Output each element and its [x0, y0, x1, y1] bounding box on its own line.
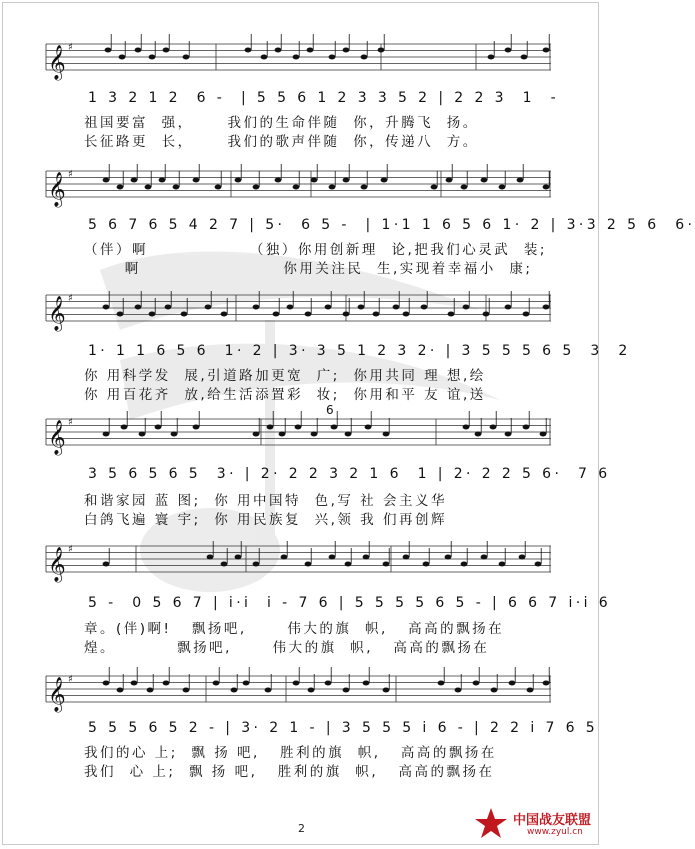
note-head: [535, 562, 542, 567]
note-head: [147, 688, 154, 693]
note-head: [365, 425, 372, 430]
note-head: [279, 432, 286, 437]
lyric-line-3-verse-2: 你 用百花齐 放,给生活添置彩 妆; 你用和平 友 谊,送: [84, 387, 486, 403]
sharp-key-signature-icon: ♯: [68, 42, 73, 53]
treble-clef-icon: 𝄞: [48, 45, 66, 80]
note-head: [403, 312, 410, 317]
note-head: [181, 312, 188, 317]
note-head: [403, 555, 410, 560]
note-head: [293, 681, 300, 686]
lyric-line-1-verse-2: 长征路更 长， 我们的歌声伴随 你，传递八 方。: [84, 134, 479, 150]
note-head: [499, 562, 506, 567]
note-head: [293, 55, 300, 60]
site-url: www.zyul.cn: [527, 827, 583, 837]
note-head: [183, 688, 190, 693]
note-head: [287, 305, 294, 310]
note-head: [461, 562, 468, 567]
lyric-line-6-verse-1: 我们的心 上; 飘 扬 吧, 胜利的旗 帜, 高高的飘扬在: [84, 745, 497, 761]
note-head: [103, 305, 110, 310]
note-head: [231, 688, 238, 693]
note-head: [421, 305, 428, 310]
note-head: [205, 305, 212, 310]
note-head: [363, 681, 370, 686]
note-head: [523, 425, 530, 430]
lyric-line-4-verse-2: 白鸽飞遍 寰 宇; 你 用民族复 兴,领 我 们再创辉: [84, 512, 447, 528]
note-head: [221, 312, 228, 317]
lyric-line-2-verse-2: 啊 你用关注民 生,实现着幸福小 康;: [84, 261, 533, 277]
treble-clef-icon: 𝄞: [48, 420, 66, 455]
note-head: [295, 425, 302, 430]
note-head: [383, 432, 390, 437]
note-head: [483, 312, 490, 317]
note-head: [361, 55, 368, 60]
note-head: [261, 55, 268, 60]
star-logo-icon: [473, 806, 509, 842]
note-head: [343, 312, 350, 317]
note-head: [131, 681, 138, 686]
note-head: [358, 305, 365, 310]
treble-clef-icon: 𝄞: [48, 172, 66, 207]
note-head: [491, 688, 498, 693]
note-head: [117, 312, 124, 317]
note-head: [149, 312, 156, 317]
note-head: [475, 432, 482, 437]
note-head: [121, 425, 128, 430]
note-head: [267, 425, 274, 430]
note-head: [221, 562, 228, 567]
note-head: [117, 688, 124, 693]
note-head: [213, 681, 220, 686]
note-head: [329, 185, 336, 190]
note-head: [343, 688, 350, 693]
site-logo[interactable]: [473, 803, 599, 845]
note-head: [423, 562, 430, 567]
jianpu-line-6: 5 5 5 6 5 2 - | 3· 2 1 - | 3 5 5 5 i 6 - | 2 2 i 7 6 5: [88, 720, 599, 736]
note-head: [383, 688, 390, 693]
note-head: [105, 48, 112, 53]
note-head: [253, 432, 260, 437]
staff-system-3: [46, 293, 551, 331]
note-head: [159, 178, 166, 183]
note-head: [103, 178, 110, 183]
note-head: [345, 562, 352, 567]
note-head: [481, 178, 488, 183]
note-head: [253, 562, 260, 567]
note-head: [311, 432, 318, 437]
staff-system-1: [46, 42, 551, 80]
note-head: [193, 178, 200, 183]
note-head: [305, 312, 312, 317]
lyric-line-3-verse-1: 你 用科学发 展,引道路加更宽 广; 你用共同 理 想,绘: [84, 368, 486, 384]
jianpu-line-2: 5 6 7 6 5 4 2 7 | 5· 6 5 - | 1·1 1 6 5 6 1· 2 | 3·3 2 5 6 6·: [88, 217, 695, 233]
note-head: [543, 305, 550, 310]
note-head: [445, 555, 452, 560]
note-head: [438, 681, 445, 686]
note-head: [171, 432, 178, 437]
note-head: [499, 185, 506, 190]
note-head: [275, 48, 282, 53]
note-head: [307, 48, 314, 53]
staff-system-5: [46, 544, 551, 582]
note-head: [473, 681, 480, 686]
note-head: [215, 185, 222, 190]
note-head: [135, 305, 142, 310]
note-head: [343, 48, 350, 53]
note-head: [373, 312, 380, 317]
note-head: [325, 681, 332, 686]
note-head: [543, 681, 550, 686]
note-head: [505, 432, 512, 437]
note-head: [163, 681, 170, 686]
note-head: [119, 55, 126, 60]
note-head: [183, 55, 190, 60]
note-head: [505, 305, 512, 310]
note-head: [139, 432, 146, 437]
page-number: 2: [298, 822, 305, 835]
staff-notation: [46, 44, 551, 84]
note-head: [207, 555, 214, 560]
note-head: [363, 555, 370, 560]
note-head: [235, 555, 242, 560]
note-head: [361, 185, 368, 190]
staff-notation: [46, 546, 551, 586]
jianpu-line-5: 5 - 0 5 6 7 | i·i i - 7 6 | 5 5 5 5 6 5 - | 6 6 7 i·i 6: [88, 595, 612, 611]
lyric-line-5-verse-2: 煌。 飘扬吧, 伟大的旗 帜, 高高的飘扬在: [84, 640, 490, 656]
sharp-key-signature-icon: ♯: [68, 417, 73, 428]
staff-notation: [46, 295, 551, 335]
note-head: [149, 55, 156, 60]
note-head: [488, 55, 495, 60]
note-head: [345, 432, 352, 437]
note-head: [527, 688, 534, 693]
note-head: [165, 305, 172, 310]
note-head: [490, 425, 497, 430]
jianpu-line-1: 1 3 2 1 2 6 - | 5 5 6 1 2 3 3 5 2 | 2 2 3 1 -: [88, 90, 560, 106]
note-head: [253, 185, 260, 190]
staff-notation: [46, 419, 551, 459]
note-head: [461, 185, 468, 190]
note-head: [521, 55, 528, 60]
note-head: [519, 555, 526, 560]
note-head: [163, 48, 170, 53]
treble-clef-icon: 𝄞: [48, 296, 66, 331]
note-head: [173, 185, 180, 190]
note-head: [378, 48, 385, 53]
note-head: [103, 432, 110, 437]
note-head: [103, 681, 110, 686]
note-head: [293, 185, 300, 190]
staff-notation: [46, 676, 551, 716]
note-head: [117, 185, 124, 190]
note-head: [455, 688, 462, 693]
note-head: [446, 178, 453, 183]
lyric-line-2-verse-1: （伴）啊 （独）你用创新理 论,把我们心灵武 装;: [84, 242, 547, 258]
note-head: [523, 312, 530, 317]
staff-system-6: [46, 674, 551, 712]
note-head: [343, 178, 350, 183]
treble-clef-icon: 𝄞: [48, 547, 66, 582]
note-head: [103, 562, 110, 567]
note-head: [253, 305, 260, 310]
lyric-line-1-verse-1: 祖国要富 强， 我们的生命伴随 你，升腾飞 扬。: [84, 115, 479, 131]
note-head: [155, 425, 162, 430]
note-head: [235, 178, 242, 183]
note-head: [543, 48, 550, 53]
note-head: [393, 305, 400, 310]
lyric-line-5-verse-1: 章。(伴)啊! 飘扬吧, 伟大的旗 帜, 高高的飘扬在: [84, 621, 505, 637]
sharp-key-signature-icon: ♯: [68, 674, 73, 685]
jianpu-line-4: 3 5 6 5 6 5 3· | 2· 2 2 3 2 1 6 1 | 2· 2 2 5 6· 7 6: [88, 466, 611, 482]
note-head: [281, 555, 288, 560]
note-head: [381, 178, 388, 183]
note-head: [509, 681, 516, 686]
note-head: [193, 425, 200, 430]
note-head: [431, 185, 438, 190]
site-name: 中国战友联盟: [513, 813, 592, 828]
ornament-grace-note: 6: [326, 403, 334, 417]
note-head: [135, 48, 142, 53]
sharp-key-signature-icon: ♯: [68, 544, 73, 555]
note-head: [273, 312, 280, 317]
note-head: [243, 681, 250, 686]
note-head: [329, 555, 336, 560]
note-head: [308, 688, 315, 693]
note-head: [517, 178, 524, 183]
note-head: [145, 185, 152, 190]
jianpu-line-3: 1· 1 1 6 5 6 1· 2 | 3· 3 5 1 2 3 2· | 3 5 5 5 6 5 3 2: [88, 343, 631, 359]
note-head: [448, 312, 455, 317]
note-head: [325, 305, 332, 310]
treble-clef-icon: 𝄞: [48, 677, 66, 712]
note-head: [481, 555, 488, 560]
sharp-key-signature-icon: ♯: [68, 169, 73, 180]
note-head: [275, 178, 282, 183]
lyric-line-6-verse-2: 我们 心 上; 飘 扬 吧, 胜利的旗 帜, 高高的飘扬在: [84, 764, 495, 780]
note-head: [383, 562, 390, 567]
staff-notation: [46, 171, 551, 211]
note-head: [245, 48, 252, 53]
note-head: [331, 425, 338, 430]
note-head: [463, 425, 470, 430]
note-head: [543, 185, 550, 190]
note-head: [305, 562, 312, 567]
lyric-line-4-verse-1: 和谐家园 蓝 图; 你 用中国特 色,写 社 会主义华: [84, 493, 447, 509]
note-head: [540, 432, 547, 437]
staff-system-2: [46, 169, 551, 207]
note-head: [329, 55, 336, 60]
note-head: [311, 178, 318, 183]
note-head: [463, 305, 470, 310]
staff-system-4: [46, 417, 551, 455]
note-head: [131, 178, 138, 183]
note-head: [505, 48, 512, 53]
note-head: [265, 688, 272, 693]
sharp-key-signature-icon: ♯: [68, 293, 73, 304]
